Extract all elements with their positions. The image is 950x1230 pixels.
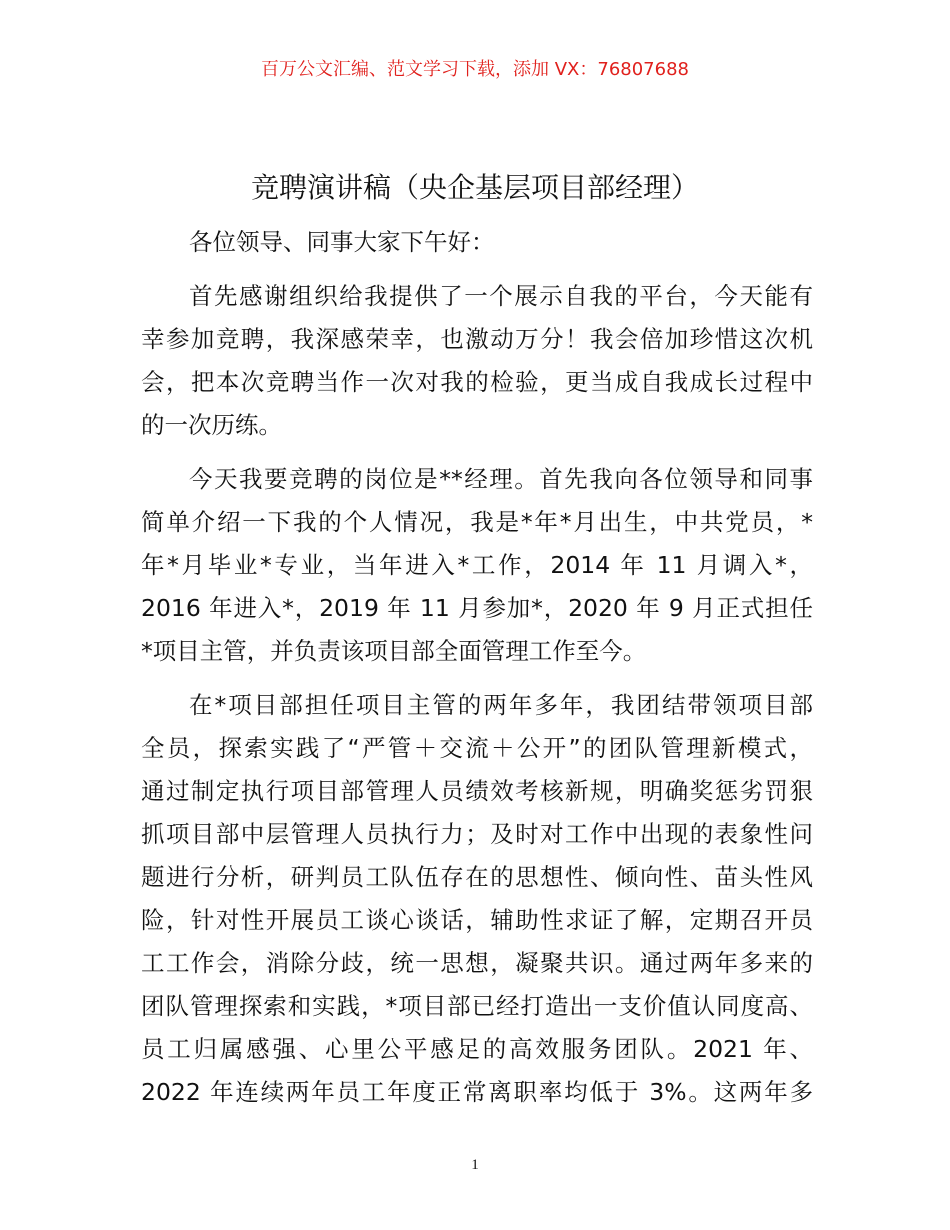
text-line: *项目主管，并负责该项目部全面管理工作至今。 (141, 637, 647, 665)
text-line: 抓项目部中层管理人员执行力；及时对工作中出现的表象性问 (141, 820, 813, 848)
text-line: 全员，探索实践了“严管＋交流＋公开”的团队管理新模式， (141, 734, 813, 762)
page-number: 1 (471, 1157, 479, 1173)
document-body (141, 221, 813, 1125)
text-line: 首先感谢组织给我提供了一个展示自我的平台，今天能有 (189, 282, 813, 310)
paragraph (141, 458, 813, 673)
paragraph (141, 275, 813, 447)
text-line: 各位领导、同事大家下午好： (189, 228, 495, 256)
paragraph (141, 684, 813, 1114)
text-line: 团队管理探索和实践，*项目部已经打造出一支价值认同度高、 (141, 992, 813, 1020)
text-line: 幸参加竞聘，我深感荣幸，也激动万分！我会倍加珍惜这次机 (141, 325, 813, 353)
text-line: 险，针对性开展员工谈心谈话，辅助性求证了解，定期召开员 (141, 906, 813, 934)
text-line: 在*项目部担任项目主管的两年多年，我团结带领项目部 (189, 691, 813, 719)
document-title: 竞聘演讲稿（央企基层项目部经理） (250, 171, 699, 204)
text-line: 2022 年连续两年员工年度正常离职率均低于 3%。这两年多 (141, 1078, 813, 1106)
text-line: 工工作会，消除分歧，统一思想，凝聚共识。通过两年多来的 (141, 949, 813, 977)
text-line: 今天我要竞聘的岗位是**经理。首先我向各位领导和同事 (189, 465, 813, 493)
text-line: 年*月毕业*专业，当年进入*工作，2014 年 11 月调入*， (141, 551, 813, 579)
paragraph (141, 221, 813, 264)
text-line: 2016 年进入*，2019 年 11 月参加*，2020 年 9 月正式担任 (141, 594, 813, 622)
text-line: 通过制定执行项目部管理人员绩效考核新规，明确奖惩劣罚狠 (141, 777, 813, 805)
watermark-header: 百万公文汇编、范文学习下载，添加 VX：76807688 (261, 59, 689, 80)
text-line: 会，把本次竞聘当作一次对我的检验，更当成自我成长过程中 (141, 368, 813, 396)
text-line: 员工归属感强、心里公平感足的高效服务团队。2021 年、 (141, 1035, 813, 1063)
text-line: 题进行分析，研判员工队伍存在的思想性、倾向性、苗头性风 (141, 863, 813, 891)
text-line: 简单介绍一下我的个人情况，我是*年*月出生，中共党员，* (141, 508, 813, 536)
text-line: 的一次历练。 (141, 411, 282, 439)
